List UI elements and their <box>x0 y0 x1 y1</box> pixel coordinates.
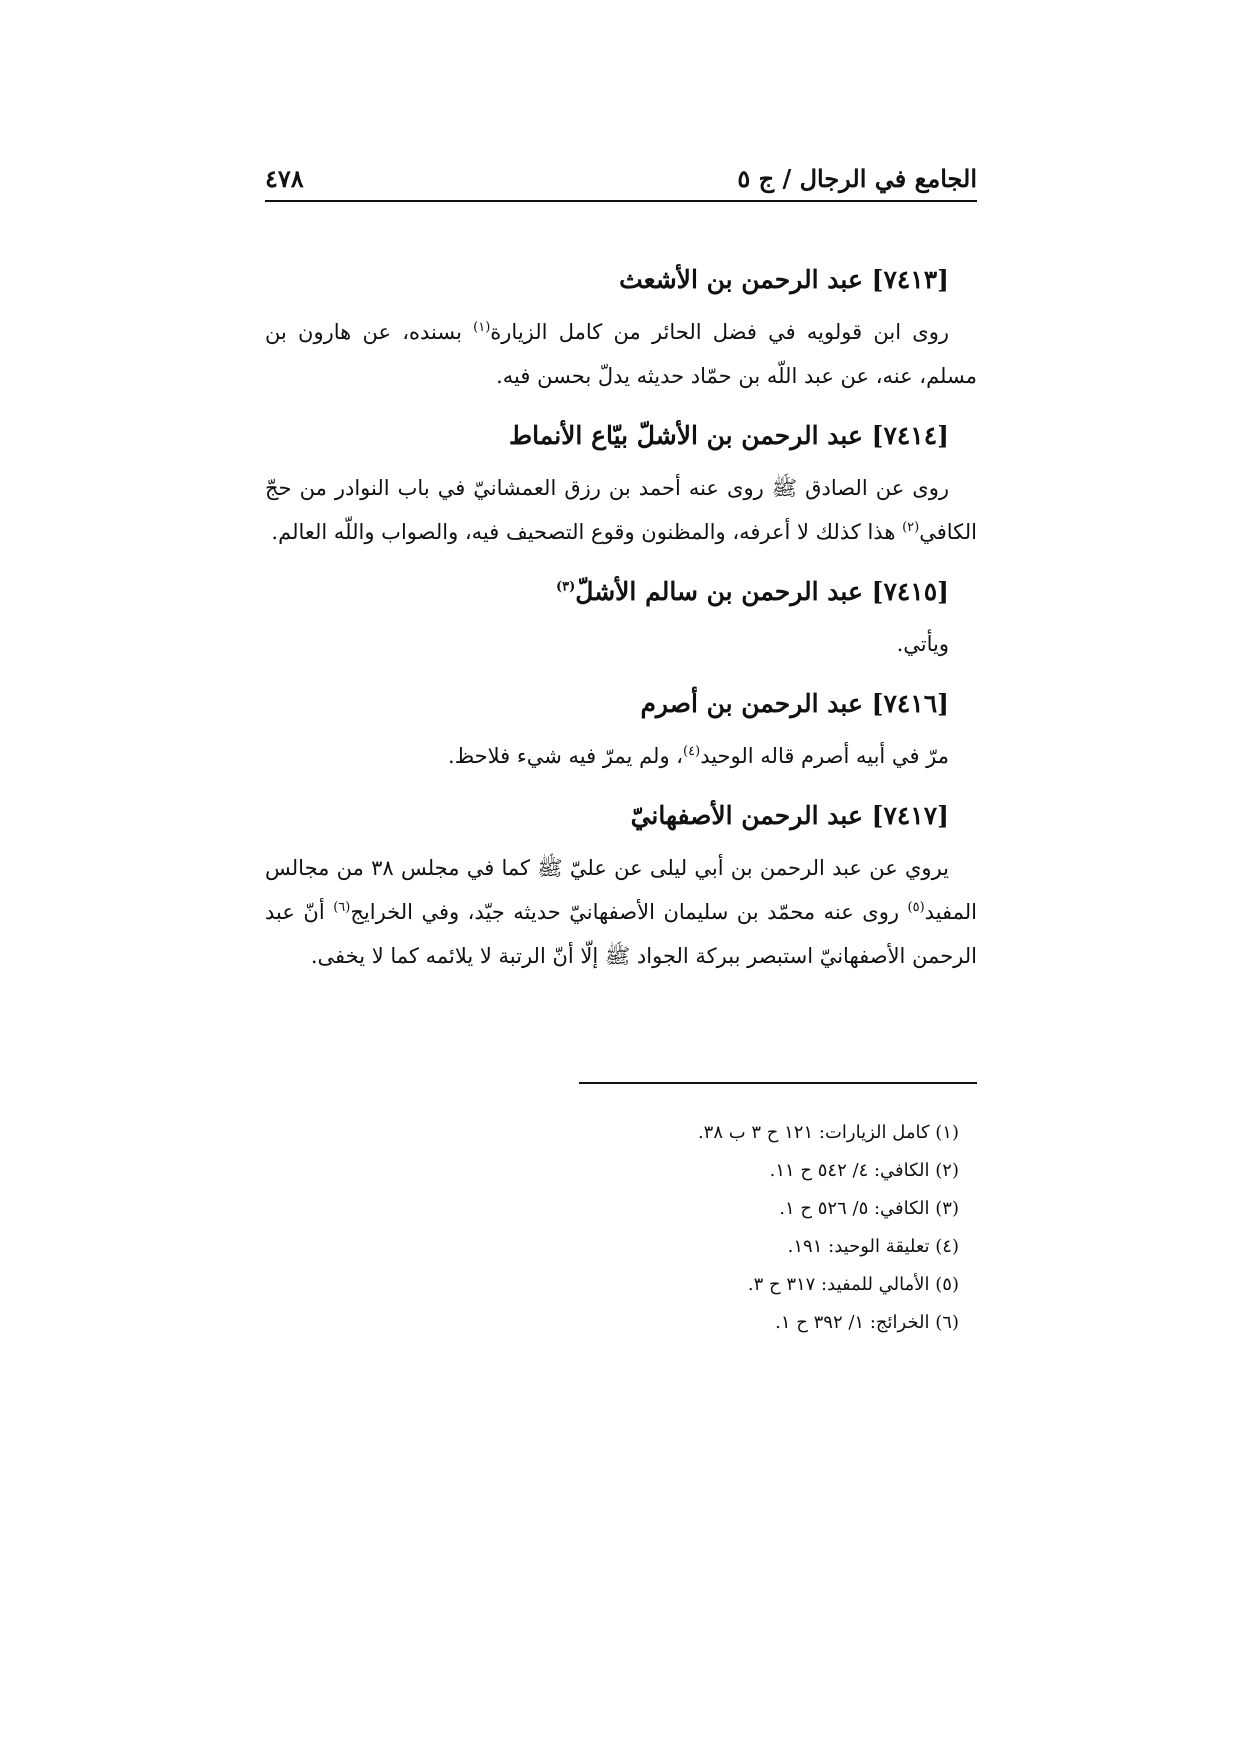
entry-number: [٧٤١٦] <box>871 689 949 718</box>
book-title: الجامع في الرجال / ج ٥ <box>737 163 977 193</box>
entry-text: أنّ عبد الرحمن الأصفهانيّ استبصر ببركة الجواد ﷺ إلّا أنّ الرتبة لا يلائمه كما لا يخفى. <box>265 900 977 968</box>
entry-number: [٧٤١٥] <box>871 577 949 606</box>
entry-title <box>265 574 977 610</box>
entry-text: يروي عن عبد الرحمن بن أبي ليلى عن عليّ ﷺ كما في مجلس ٣٨ من مجالس المفيد <box>265 856 978 924</box>
entry-body <box>265 310 977 398</box>
entry-text: مرّ في أبيه أصرم قاله الوحيد <box>700 744 949 768</box>
header-divider <box>265 200 977 202</box>
entry-number: [٧٤١٧] <box>871 801 949 830</box>
footnote-ref[interactable]: (١) <box>473 320 491 335</box>
entry-text: ويأتي. <box>896 632 949 656</box>
entry-title <box>265 418 977 454</box>
entry-name: عبد الرحمن بن الأشعث <box>619 265 863 294</box>
book-page <box>265 0 977 1754</box>
entry-body <box>265 622 977 666</box>
entry-text: روى عنه محمّد بن سليمان الأصفهانيّ حديثه جيّد، وفي الخرايج <box>350 900 908 924</box>
footnote-ref[interactable]: (٦) <box>333 900 351 915</box>
entry-7416 <box>265 686 977 778</box>
entry-number: [٧٤١٣] <box>871 265 949 294</box>
entry-text: بسنده، عن هارون بن مسلم، عنه، عن عبد اللّه بن حمّاد حديثه يدلّ بحسن فيه. <box>265 320 977 388</box>
entry-name: عبد الرحمن بن الأشلّ بيّاع الأنماط <box>509 421 863 450</box>
entry-body <box>265 734 977 778</box>
entries-list <box>265 262 977 998</box>
entry-7413 <box>265 262 977 398</box>
page-number: ٤٧٨ <box>265 163 304 193</box>
entry-number: [٧٤١٤] <box>871 421 949 450</box>
footnote-ref[interactable]: (٢) <box>902 520 920 535</box>
entry-name: عبد الرحمن بن سالم الأشلّ <box>575 577 863 606</box>
entry-title <box>265 798 977 834</box>
entry-text: هذا كذلك لا أعرفه، والمظنون وقوع التصحيف فيه، والصواب واللّه العالم. <box>271 520 903 544</box>
entry-7417 <box>265 798 977 978</box>
entry-name: عبد الرحمن الأصفهانيّ <box>630 801 863 830</box>
footnote-ref[interactable]: (٥) <box>907 900 925 915</box>
entry-text: روى ابن قولويه في فضل الحائر من كامل الزيارة <box>490 320 949 344</box>
entry-body <box>265 466 977 554</box>
entry-name: عبد الرحمن بن أصرم <box>640 689 863 718</box>
footnote-ref[interactable]: (٤) <box>683 744 701 759</box>
entry-text: روى عن الصادق ﷺ روى عنه أحمد بن رزق العمشانيّ في باب النوادر من حجّ الكافي <box>265 476 977 544</box>
footnote: (١) كامل الزيارات: ١٢١ ح ٣ ب ٣٨. <box>697 1122 959 1143</box>
entry-7414 <box>265 418 977 554</box>
entry-text: ، ولم يمرّ فيه شيء فلاحظ. <box>448 744 684 768</box>
footnote: (٣) الكافي: ٥/ ٥٢٦ ح ١. <box>779 1198 959 1219</box>
entry-7415 <box>265 574 977 666</box>
entry-title <box>265 262 977 298</box>
footnotes <box>265 1114 977 1342</box>
running-header <box>265 158 977 198</box>
entry-title <box>265 686 977 722</box>
footnote: (٢) الكافي: ٤/ ٥٤٢ ح ١١. <box>769 1160 959 1181</box>
footnote: (٤) تعليقة الوحيد: ١٩١. <box>787 1236 959 1257</box>
footnote: (٥) الأمالي للمفيد: ٣١٧ ح ٣. <box>747 1274 959 1295</box>
footnote-divider <box>579 1082 977 1084</box>
entry-body <box>265 846 977 978</box>
footnote-ref[interactable]: (٣) <box>555 579 576 595</box>
footnote: (٦) الخرائج: ١/ ٣٩٢ ح ١. <box>775 1312 959 1333</box>
